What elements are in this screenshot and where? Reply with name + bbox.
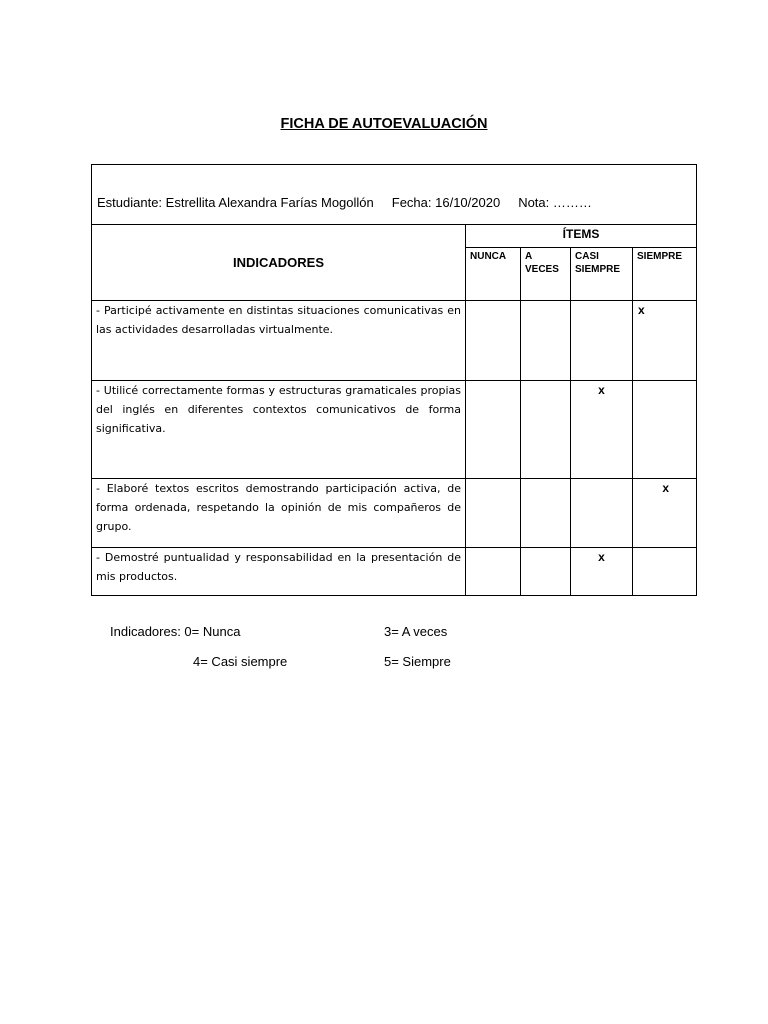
- column-header-siempre: SIEMPRE: [633, 248, 697, 301]
- column-header-a-veces: A VECES: [521, 248, 571, 301]
- student-info-cell: [92, 165, 697, 225]
- self-evaluation-table: [91, 164, 697, 596]
- legend-a-veces: 3= A veces: [384, 624, 448, 639]
- indicator-text: - Utilicé correctamente formas y estructuras gramaticales propias del inglés en diferentes contextos comunicativos de forma significativa.: [92, 381, 466, 479]
- table-row: [92, 301, 697, 381]
- mark-cell-siempre: [633, 548, 697, 596]
- indicator-text: - Demostré puntualidad y responsabilidad en la presentación de mis productos.: [92, 548, 466, 596]
- page-title: FICHA DE AUTOEVALUACIÓN: [280, 116, 488, 132]
- mark-cell-casi-siempre: x: [571, 381, 633, 479]
- items-header: ÍTEMS: [466, 225, 697, 248]
- legend-siempre: 5= Siempre: [384, 654, 451, 669]
- table-row: [92, 381, 697, 479]
- table-row: [92, 479, 697, 548]
- mark-cell-a-veces: [521, 301, 571, 381]
- date-field: Fecha: 16/10/2020: [391, 195, 501, 210]
- mark-cell-nunca: [466, 301, 521, 381]
- mark-cell-casi-siempre: [571, 479, 633, 548]
- mark-cell-a-veces: [521, 381, 571, 479]
- mark-cell-siempre: [633, 381, 697, 479]
- mark-cell-siempre: x: [633, 479, 697, 548]
- table-row: [92, 548, 697, 596]
- mark-cell-nunca: [466, 381, 521, 479]
- mark-cell-casi-siempre: [571, 301, 633, 381]
- mark-cell-casi-siempre: x: [571, 548, 633, 596]
- grade-field: Nota: ………: [518, 195, 592, 210]
- indicator-text: - Elaboré textos escritos demostrando participación activa, de forma ordenada, respetando la opinión de mis compañeros de grupo.: [92, 479, 466, 548]
- mark-cell-a-veces: [521, 548, 571, 596]
- mark-cell-siempre: x: [633, 301, 697, 381]
- column-header-casi-siempre: CASI SIEMPRE: [571, 248, 633, 301]
- indicator-text: - Participé activamente en distintas situaciones comunicativas en las actividades desarrolladas virtualmente.: [92, 301, 466, 381]
- column-header-nunca: NUNCA: [466, 248, 521, 301]
- mark-cell-a-veces: [521, 479, 571, 548]
- mark-cell-nunca: [466, 479, 521, 548]
- mark-cell-nunca: [466, 548, 521, 596]
- student-name: Estudiante: Estrellita Alexandra Farías Mogollón: [97, 195, 374, 210]
- legend-nunca: Indicadores: 0= Nunca: [110, 624, 241, 639]
- legend-casi-siempre: 4= Casi siempre: [193, 654, 288, 669]
- indicadores-header: INDICADORES: [92, 225, 466, 301]
